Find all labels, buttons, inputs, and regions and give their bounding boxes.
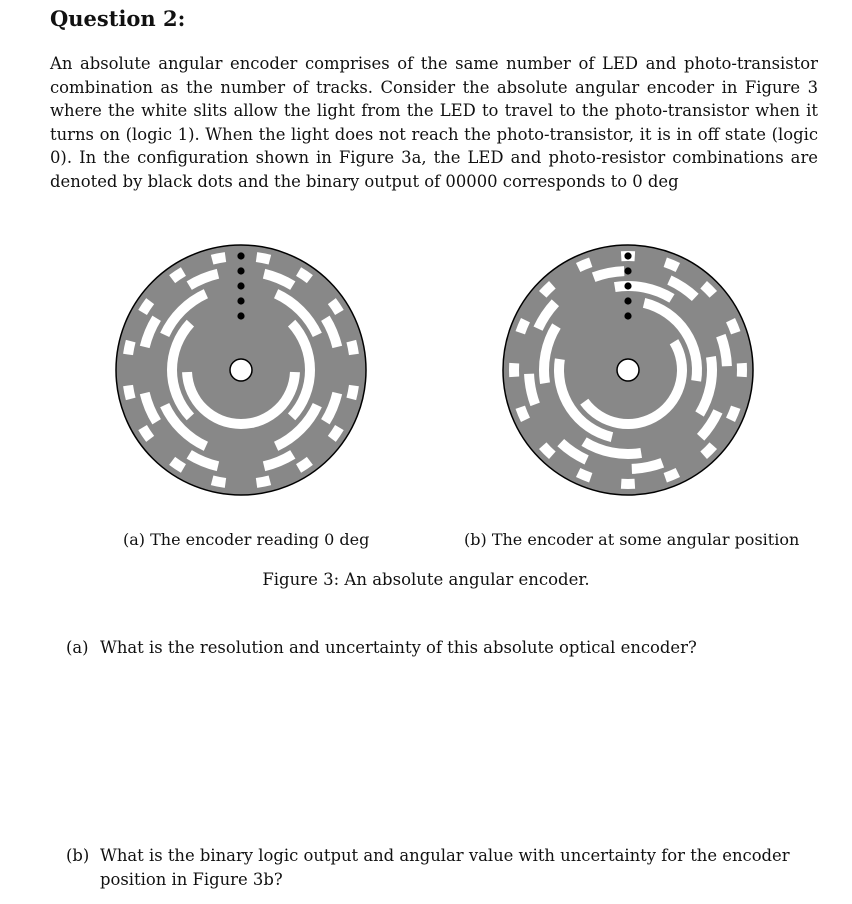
sensor-dot-1-b — [624, 312, 631, 319]
sensor-dot-1-a — [237, 312, 244, 319]
question-body: An absolute angular encoder comprises of the same number of LED and photo-transistor combination as the number of tracks. Consider the absolute angular encoder in Figure 3 where the white slits allow the light from the LED to travel to the photo-transistor when it turns on (logic 1). When the light does not reach the photo-transistor, it is in off state (logic 0). In the configuration shown in Figure 3a, the LED and photo-resistor combinations are denoted by black dots and the binary output of 00000 corresponds to 0 deg — [50, 54, 818, 191]
encoder-figure-a — [111, 240, 371, 500]
encoder-disk-b — [498, 240, 758, 500]
part-b-text-line1: What is the binary logic output and angular value with uncertainty for the encoder — [100, 846, 790, 865]
center-hole-b — [617, 359, 639, 381]
sensor-dot-4-a — [237, 267, 244, 274]
sensor-dot-5-b — [624, 252, 631, 259]
sensor-dot-5-a — [237, 252, 244, 259]
sensor-dot-3-b — [624, 282, 631, 289]
part-a-text: What is the resolution and uncertainty of this absolute optical encoder? — [100, 638, 697, 657]
part-b-text-line2: position in Figure 3b? — [100, 869, 283, 889]
sensor-dot-3-a — [237, 282, 244, 289]
sensor-dot-4-b — [624, 267, 631, 274]
question-part-b — [66, 844, 826, 891]
encoder-disk-a — [111, 240, 371, 500]
subcaption-a: (a) The encoder reading 0 deg — [123, 530, 370, 549]
question-part-a — [66, 636, 697, 660]
sensor-dot-2-a — [237, 297, 244, 304]
center-hole-a — [230, 359, 252, 381]
sensor-dot-2-b — [624, 297, 631, 304]
subcaption-b: (b) The encoder at some angular position — [464, 530, 800, 549]
question-title: Question 2: — [50, 6, 186, 31]
part-b-label: (b) — [66, 846, 90, 865]
part-a-label: (a) — [66, 638, 89, 657]
encoder-figure-b — [498, 240, 758, 500]
figure-caption: Figure 3: An absolute angular encoder. — [262, 570, 590, 589]
